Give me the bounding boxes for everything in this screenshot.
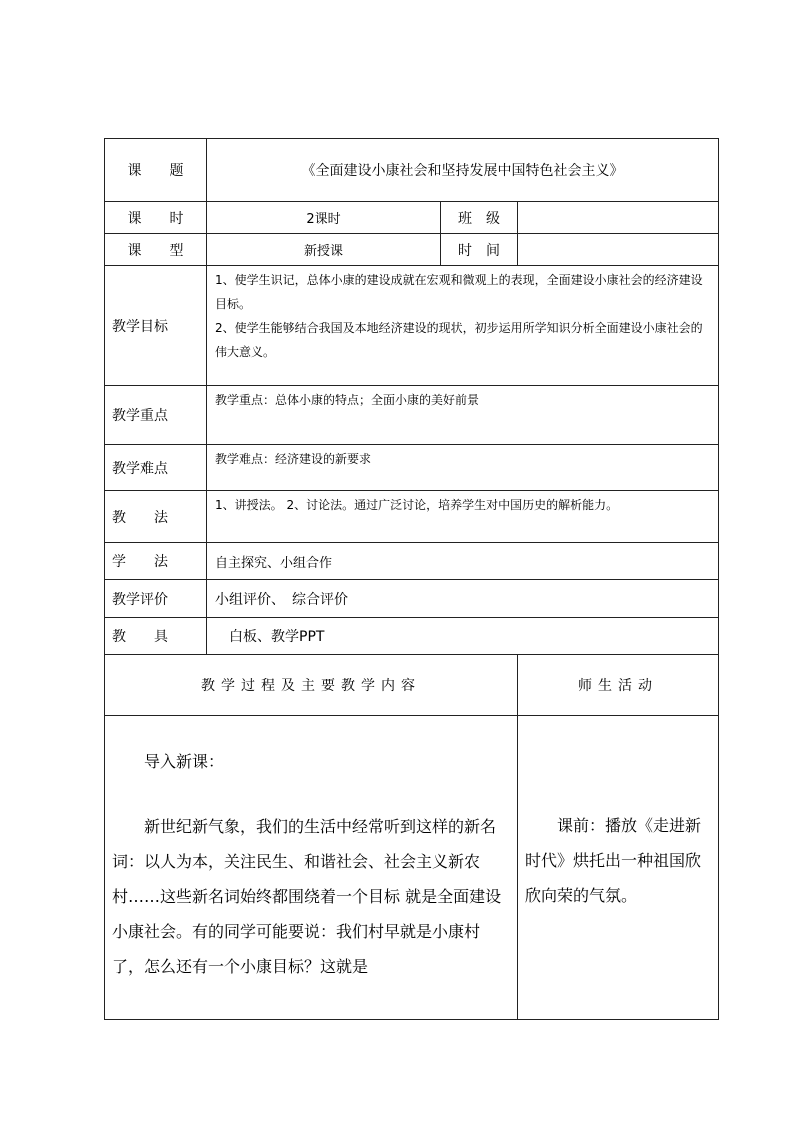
difficulties-label: 教学难点 xyxy=(105,445,207,491)
keypoints-value: 教学重点：总体小康的特点；全面小康的美好前景 xyxy=(207,386,719,445)
activity-header: 师生活动 xyxy=(518,655,719,716)
learning-value: 自主探究、小组合作 xyxy=(207,543,719,580)
methods-value: 1、讲授法。 2、讨论法。通过广泛讨论，培养学生对中国历史的解析能力。 xyxy=(207,491,719,543)
row-objectives xyxy=(105,266,719,386)
intro-label: 导入新课： xyxy=(144,752,225,771)
type-value: 新授课 xyxy=(207,234,441,266)
time-value xyxy=(518,234,719,266)
process-header: 教学过程及主要教学内容 xyxy=(105,655,518,716)
learning-label: 学 法 xyxy=(105,543,207,580)
activity-content: 课前：播放《走进新时代》烘托出一种祖国欣欣向荣的气氛。 xyxy=(518,716,719,1020)
topic-value: 《全面建设小康社会和坚持发展中国特色社会主义》 xyxy=(207,139,719,202)
lesson-plan-document xyxy=(104,138,718,1020)
objectives-value xyxy=(207,266,719,386)
objectives-label: 教学目标 xyxy=(105,266,207,386)
difficulties-value: 教学难点：经济建设的新要求 xyxy=(207,445,719,491)
hours-label: 课 时 xyxy=(105,202,207,234)
tools-value: 白板、教学PPT xyxy=(207,618,719,655)
row-tools xyxy=(105,618,719,655)
time-label: 时 间 xyxy=(441,234,518,266)
class-value xyxy=(518,202,719,234)
row-topic xyxy=(105,139,719,202)
hours-value: 2课时 xyxy=(207,202,441,234)
row-process xyxy=(105,716,719,1020)
evaluation-value: 小组评价、 综合评价 xyxy=(207,580,719,618)
row-keypoints xyxy=(105,386,719,445)
row-type xyxy=(105,234,719,266)
type-label: 课 型 xyxy=(105,234,207,266)
row-section-headers xyxy=(105,655,719,716)
lesson-plan-table xyxy=(104,138,719,1020)
class-label: 班 级 xyxy=(441,202,518,234)
process-content xyxy=(105,716,518,1020)
topic-label: 课 题 xyxy=(105,139,207,202)
row-hours xyxy=(105,202,719,234)
intro-paragraph: 新世纪新气象，我们的生活中经常听到这样的新名词：以人为本，关注民生、和谐社会、社会主义新农村……这些新名词始终都围绕着一个目标 就是全面建设小康社会。有的同学可能要说：我们村早就是小康村了，怎么还有一个小康目标？这就是 xyxy=(112,817,502,976)
row-methods xyxy=(105,491,719,543)
objective-item: 2、使学生能够结合我国及本地经济建设的现状，初步运用所学知识分析全面建设小康社会的伟大意义。 xyxy=(215,321,703,359)
keypoints-label: 教学重点 xyxy=(105,386,207,445)
row-evaluation xyxy=(105,580,719,618)
methods-label: 教 法 xyxy=(105,491,207,543)
row-learning xyxy=(105,543,719,580)
evaluation-label: 教学评价 xyxy=(105,580,207,618)
objective-item: 1、使学生识记，总体小康的建设成就在宏观和微观上的表现，全面建设小康社会的经济建设目标。 xyxy=(215,273,703,311)
row-difficulties xyxy=(105,445,719,491)
tools-label: 教 具 xyxy=(105,618,207,655)
